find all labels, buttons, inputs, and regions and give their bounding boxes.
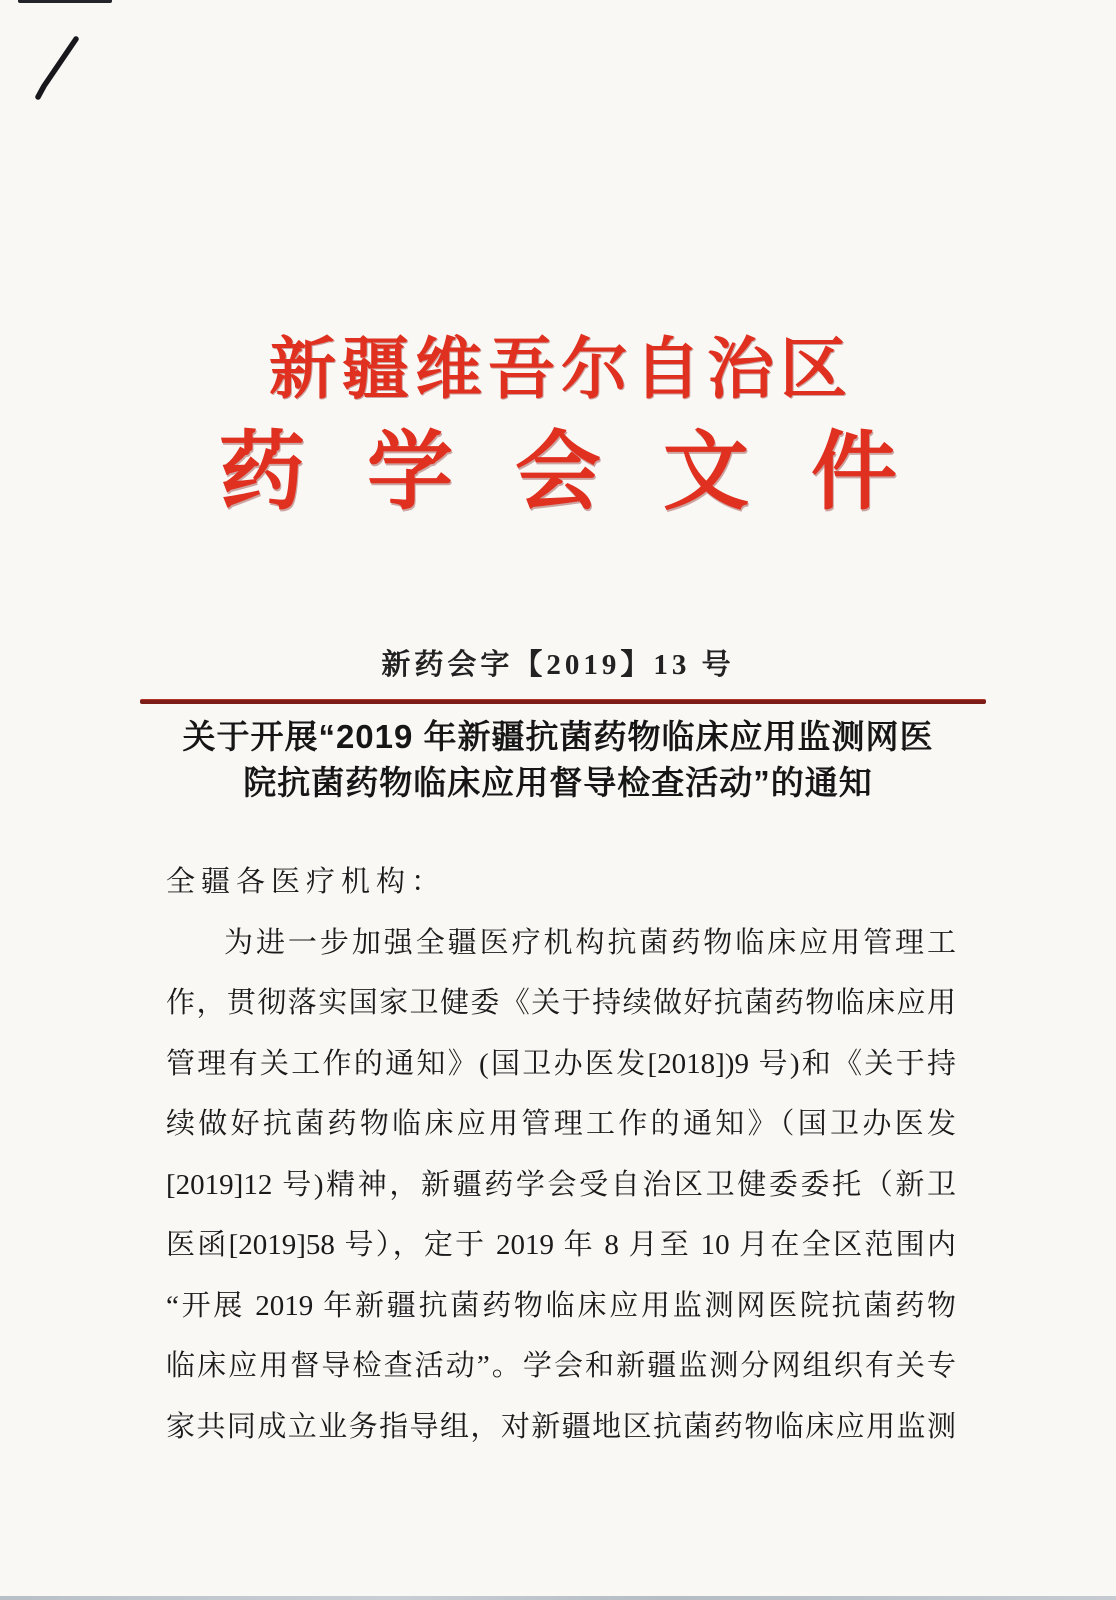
salutation-line: 全疆各医疗机构： (166, 866, 447, 898)
scan-top-edge-artifact (18, 0, 112, 3)
body-line: 家共同成立业务指导组，对新疆地区抗菌药物临床应用监测 (166, 1410, 956, 1443)
body-line: 临床应用督导检查活动”。学会和新疆监测分网组织有关专 (166, 1350, 956, 1382)
pen-slash-mark (30, 36, 82, 107)
body-line: 续做好抗菌药物临床应用管理工作的通知》（国卫办医发 (166, 1108, 956, 1140)
body-line: 医函[2019]58 号），定于 2019 年 8 月至 10 月在全区范围内 (166, 1229, 956, 1261)
body-text (166, 852, 956, 1457)
document-title (148, 714, 968, 806)
document-title-line2: 院抗菌药物临床应用督导检查活动”的通知 (243, 764, 873, 801)
body-line: 作，贯彻落实国家卫健委《关于持续做好抗菌药物临床应用 (166, 987, 956, 1019)
document-title-line1: 关于开展“2019 年新疆抗菌药物临床应用监测网医 (182, 718, 934, 755)
body-line: [2019]12 号)精神，新疆药学会受自治区卫健委委托（新卫 (166, 1168, 956, 1201)
letterhead-doc-type: 药学会文件 (219, 424, 959, 520)
document-number: 新药会字【2019】13 号 (381, 649, 735, 681)
body-line: 管理有关工作的通知》(国卫办医发[2018])9 号)和《关于持 (166, 1047, 956, 1080)
red-divider-rule (140, 699, 986, 704)
scan-bottom-edge-artifact (0, 1596, 1116, 1600)
pen-slash-icon (30, 36, 82, 102)
body-line: “开展 2019 年新疆抗菌药物临床应用监测网医院抗菌药物 (166, 1289, 956, 1322)
letterhead-org-name: 新疆维吾尔自治区 (269, 333, 853, 407)
body-line: 为进一步加强全疆医疗机构抗菌药物临床应用管理工 (224, 926, 956, 959)
